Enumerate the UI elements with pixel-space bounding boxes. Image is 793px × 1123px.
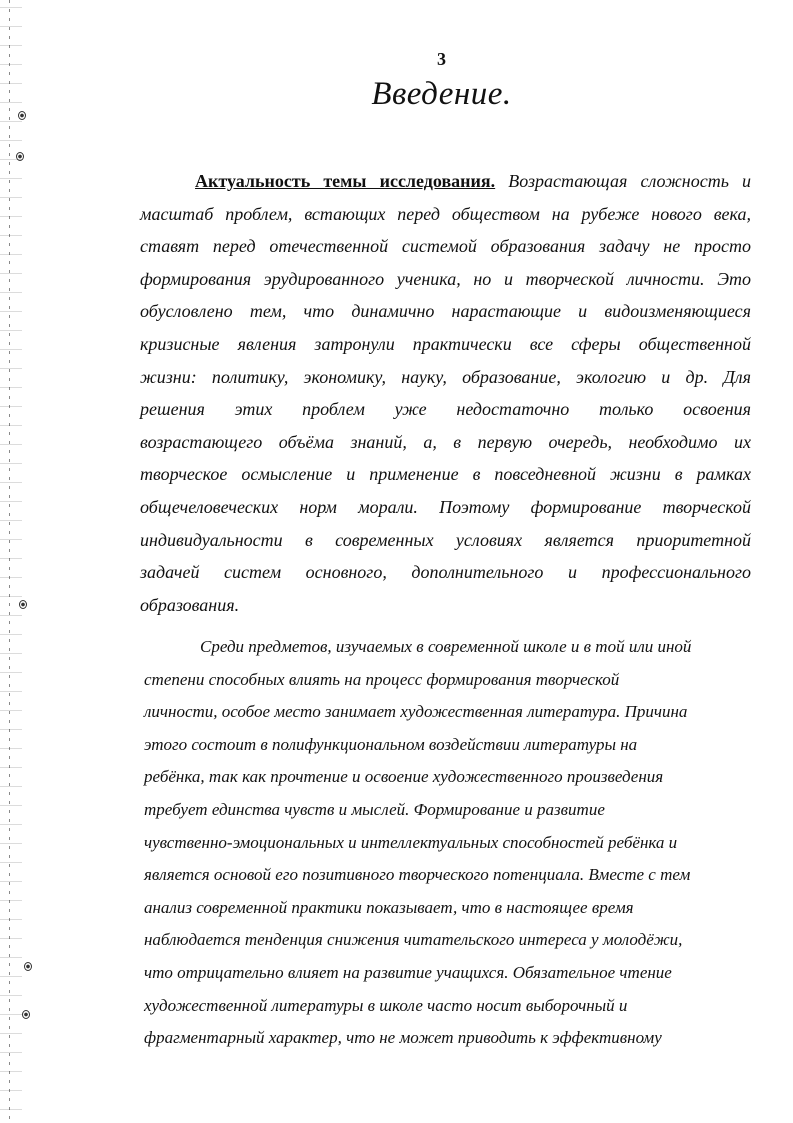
text-line: является основой его позитивного творческого потенциала. Вместе с тем	[144, 865, 691, 885]
text-line: фрагментарный характер, что не может приводить к эффективному	[144, 1028, 662, 1048]
text-line: обусловлено тем, что динамично нарастающие и видоизменяющиеся	[140, 301, 751, 322]
text-line: Среди предметов, изучаемых в современной школе и в той или иной	[200, 637, 692, 656]
text-line: творческое осмысление и применение в повседневной жизни в рамках	[140, 464, 751, 485]
paragraph-relevance	[140, 165, 751, 621]
text-line: личности, особое место занимает художественная литература. Причина	[144, 702, 688, 722]
paragraph-literature	[144, 631, 756, 1055]
text-line: требует единства чувств и мыслей. Формирование и развитие	[144, 799, 605, 819]
scan-artifact	[19, 600, 27, 609]
page-title: Введение.	[371, 76, 512, 112]
section-heading: Актуальность темы исследования.	[195, 171, 496, 191]
text-line: жизни: политику, экономику, науку, образование, экологию и др. Для	[140, 366, 751, 387]
text-line: решения этих проблем уже недостаточно только освоения	[140, 399, 751, 420]
text-line: кризисные явления затронули практически все сферы общественной	[140, 333, 751, 354]
text-line: степени способных влиять на процесс формирования творческой	[144, 669, 620, 689]
scan-artifact	[24, 962, 32, 971]
text-line: образования.	[140, 594, 240, 615]
text-line: что отрицательно влияет на развитие учащихся. Обязательное чтение	[144, 962, 672, 982]
scan-binding-edge	[0, 0, 22, 1123]
text-line: наблюдается тенденция снижения читательского интереса у молодёжи,	[144, 930, 683, 950]
text-line: ставят перед отечественной системой образования задачу не просто	[140, 236, 751, 257]
text-line: художественной литературы в школе часто носит выборочный и	[144, 995, 628, 1015]
text-line: масштаб проблем, встающих перед обществом на рубеже нового века,	[140, 203, 751, 224]
text-line: ребёнка, так как прочтение и освоение художественного произведения	[144, 767, 664, 787]
text-line: анализ современной практики показывает, что в настоящее время	[144, 897, 634, 917]
text-line: этого состоит в полифункциональном воздействии литературы на	[144, 734, 638, 754]
text-line: чувственно-эмоциональных и интеллектуальных способностей ребёнка и	[144, 832, 678, 852]
text-line: задачей систем основного, дополнительного и профессионального	[140, 562, 751, 583]
text-line: общечеловеческих норм морали. Поэтому формирование творческой	[140, 496, 751, 517]
page-number: 3	[437, 49, 446, 69]
text-line: возрастающего объёма знаний, а, в первую очередь, необходимо их	[140, 431, 751, 452]
scan-artifact	[16, 152, 24, 161]
scan-artifact	[22, 1010, 30, 1019]
text-line: формирования эрудированного ученика, но и творческой личности. Это	[140, 268, 751, 289]
text-line: индивидуальности в современных условиях является приоритетной	[140, 529, 751, 550]
text-line: Актуальность темы исследования. Возрастающая сложность и	[195, 171, 752, 191]
